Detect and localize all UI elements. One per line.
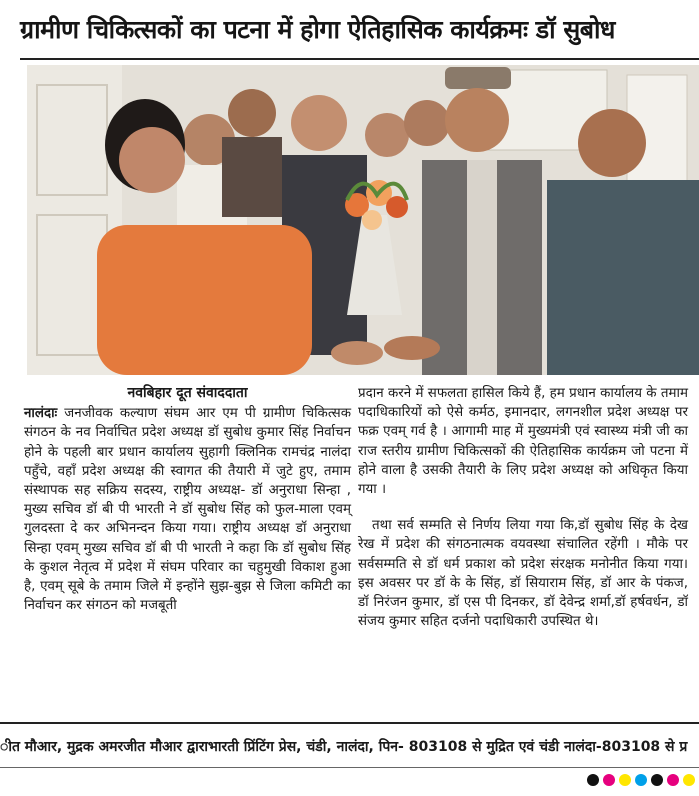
registration-marks [587, 774, 695, 788]
registration-dot [667, 774, 679, 786]
printer-imprint: ीत मौआर, मुद्रक अमरजीत मौआर द्वाराभारती प्रिंटिंग प्रेस, चंडी, नालंदा, पिन- 803108 से मुद्रित एवं चंडी नालंदा-803108 से प्र [0, 739, 688, 755]
article-paragraph-1 [24, 404, 351, 615]
paragraph-1-left-text: जनजीवक कल्याण संघम आर एम पी ग्रामीण चिकित्सक संगठन के नव निर्वाचित प्रदेश अध्यक्ष डॉ सुबोध कुमार सिंह निर्वाचन होने के पहली बार प्रधान कार्यालय सुहागी क्लिनिक रामचंद्र नालंदा पहुँचे, वहाँ प्रदेश अध्यक्ष की स्वागत की तैयारी में जुटे हुए, तमाम संस्थापक सह सक्रिय सदस्य, राष्ट्रीय अध्यक्ष- डॉ अनुराधा सिन्हा , मुख्य सचिव डॉ बी पी भारती ने डॉ सुबोध सिंह को फुल-माला एवम् गुलदस्ता दे कर अभिनन्दन किया गया। राष्ट्रीय अध्यक्ष डॉ अनुराधा सिन्हा एवम् मुख्य सचिव डॉ बी पी भारती ने कहा कि डॉ सुबोध सिंह के कुशल नेतृत्व में प्रदेश में संघम परिवार का चहुमुखी विकाश हुआ है, एवम् सूबे के तमाम जिले में इन्होंने सुझ-बुझ से जिला कमिटी का निर्वाचन कर संगठन को मजबूती [24, 406, 351, 614]
registration-dot [683, 774, 695, 786]
header-rule [20, 58, 699, 60]
registration-dot [587, 774, 599, 786]
footer-rule-bottom [0, 767, 699, 768]
paragraph-1-continued: प्रदान करने में सफलता हासिल किये हैं, हम प्रधान कार्यालय के तमाम पदाधिकारियों को ऐसे कर्मठ, इमानदार, लगनशील प्रदेश अध्यक्ष पर फक्र एवम् गर्व है । आगामी माह में मुख्यमंत्री एवं स्वास्थ्य मंत्री जी का राज स्तरीय ग्रामीण चिकित्सकों की ऐतिहासिक कार्यक्रम जो पटना में होने वाला है उसकी तैयारी के लिए प्रदेश अध्यक्ष को अधिकृत किया गया । [358, 386, 688, 498]
registration-dot [603, 774, 615, 786]
byline: नवबिहार दूत संवाददाता [127, 385, 248, 401]
registration-dot [651, 774, 663, 786]
headline: ग्रामीण चिकित्सकों का पटना में होगा ऐतिहासिक कार्यक्रमः डॉ सुबोध [20, 15, 615, 44]
registration-dot [619, 774, 631, 786]
photo-illustration [27, 65, 699, 375]
news-photo [27, 65, 699, 375]
article-paragraph-2: तथा सर्व सम्मति से निर्णय लिया गया कि,डॉ सुबोध सिंह के देख रेख में प्रदेश की संगठनात्मक वयवस्था संचालित रहेंगी । मौके पर सर्वसम्मति से डॉ धर्म प्रकाश को प्रदेश संरक्षक मनोनीत किया गया। इस अवसर पर डॉ के के सिंह, डॉ सियाराम सिंह, डॉ आर के पंकज, डॉ निरंजन कुमार, डॉ एस पी दिनकर, डॉ देवेन्द्र शर्मा,डॉ हर्षवर्धन, डॉ संजय कुमार सहित दर्जनो पदाधिकारी उपस्थित थे। [358, 518, 688, 630]
article-column-left [24, 384, 351, 615]
article-column-right [358, 384, 688, 631]
dateline: नालंदाः [24, 406, 58, 422]
footer-rule [0, 722, 699, 724]
registration-dot [635, 774, 647, 786]
